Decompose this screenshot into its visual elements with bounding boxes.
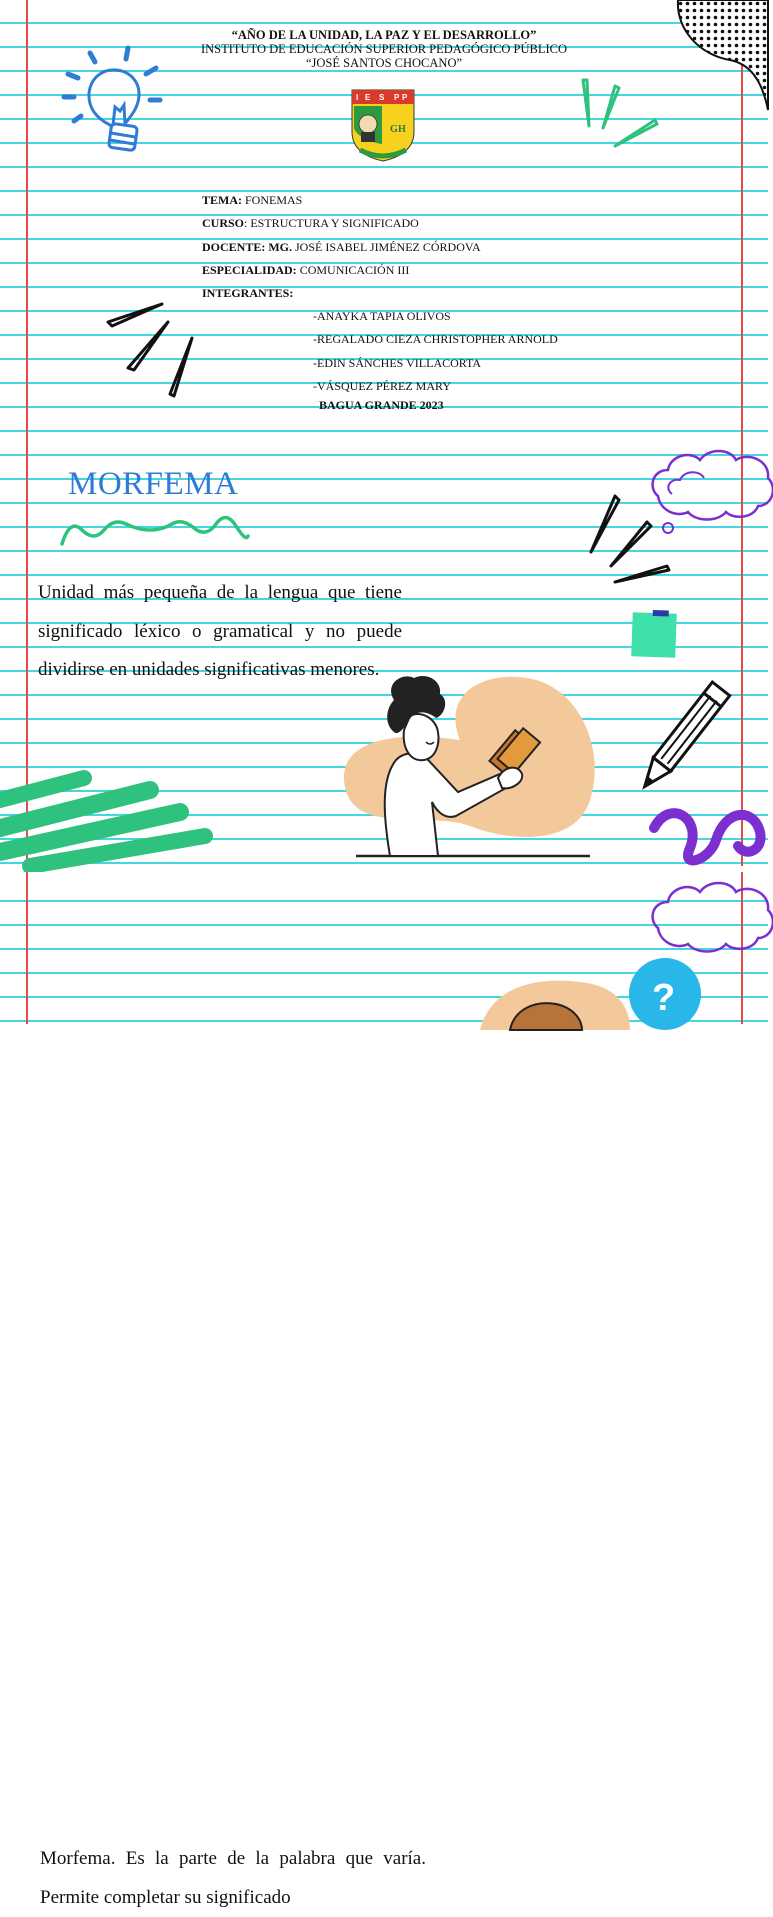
svg-text:H: H <box>398 124 406 135</box>
svg-text:P: P <box>394 93 400 102</box>
sticky-note-tape <box>653 610 669 617</box>
question-mark-icon: ? <box>652 977 676 1019</box>
left-margin-line <box>26 872 28 1024</box>
member-item: -REGALADO CIEZA CHRISTOPHER ARNOLD <box>313 332 558 347</box>
member-item: -EDIN SÁNCHES VILLACORTA <box>313 355 482 370</box>
definition-paragraph: Unidad más pequeña de la lengua que tiene significado léxico o gramatical y no puede dividirse en unidades significativas menores. <box>38 582 402 680</box>
members-list <box>313 305 558 398</box>
cloud-icon <box>648 882 773 962</box>
person-question-illustration <box>470 960 730 1030</box>
svg-text:E: E <box>365 93 371 102</box>
svg-text:I: I <box>356 93 359 102</box>
green-burst-lines-icon <box>575 68 665 158</box>
place-year: BAGUA GRANDE 2023 <box>319 398 444 412</box>
morfema-paragraph: Morfema. Es la parte de la palabra que varía. Permite completar su significado <box>40 1848 426 1908</box>
institute-line: INSTITUTO DE EDUCACIÓN SUPERIOR PEDAGÓGICO PÚBLICO <box>200 42 568 56</box>
school-logo <box>350 88 416 162</box>
svg-text:S: S <box>379 93 385 102</box>
green-zigzag-underline <box>58 512 253 552</box>
right-margin-line <box>741 0 743 866</box>
purple-squiggle-decoration <box>650 788 770 868</box>
document-header <box>0 28 768 70</box>
document-page-1 <box>0 0 768 866</box>
person-reading-illustration <box>340 670 600 865</box>
document-page-2 <box>0 872 768 1908</box>
pencil-icon <box>634 676 724 806</box>
docente-line: DOCENTE: MG. JOSÉ ISABEL JIMÉNEZ CÓRDOVA <box>202 239 481 254</box>
black-burst-lines-icon <box>104 300 199 400</box>
tema-line: TEMA: FONEMAS <box>202 193 303 207</box>
svg-text:G: G <box>390 124 398 135</box>
section-title: MORFEMA <box>68 466 239 502</box>
especialidad-line: ESPECIALIDAD: COMUNICACIÓN III <box>202 262 410 277</box>
black-burst-lines-right-icon <box>585 490 675 590</box>
green-brush-strokes-decoration <box>0 770 210 870</box>
sticky-note-icon <box>631 612 677 658</box>
curso-line: CURSO: ESTRUCTURA Y SIGNIFICADO <box>202 216 419 231</box>
integrantes-line: INTEGRANTES: <box>202 286 294 301</box>
year-motto: “AÑO DE LA UNIDAD, LA PAZ Y EL DESARROLLO” <box>231 28 537 42</box>
member-item: -ANAYKA TAPIA OLIVOS <box>313 309 451 323</box>
cover-info-block <box>202 189 481 305</box>
member-item: -VÁSQUEZ PÉREZ MARY <box>313 378 452 393</box>
svg-text:P: P <box>402 93 408 102</box>
institute-name: “JOSÉ SANTOS CHOCANO” <box>305 56 463 70</box>
left-margin-line <box>26 0 28 866</box>
